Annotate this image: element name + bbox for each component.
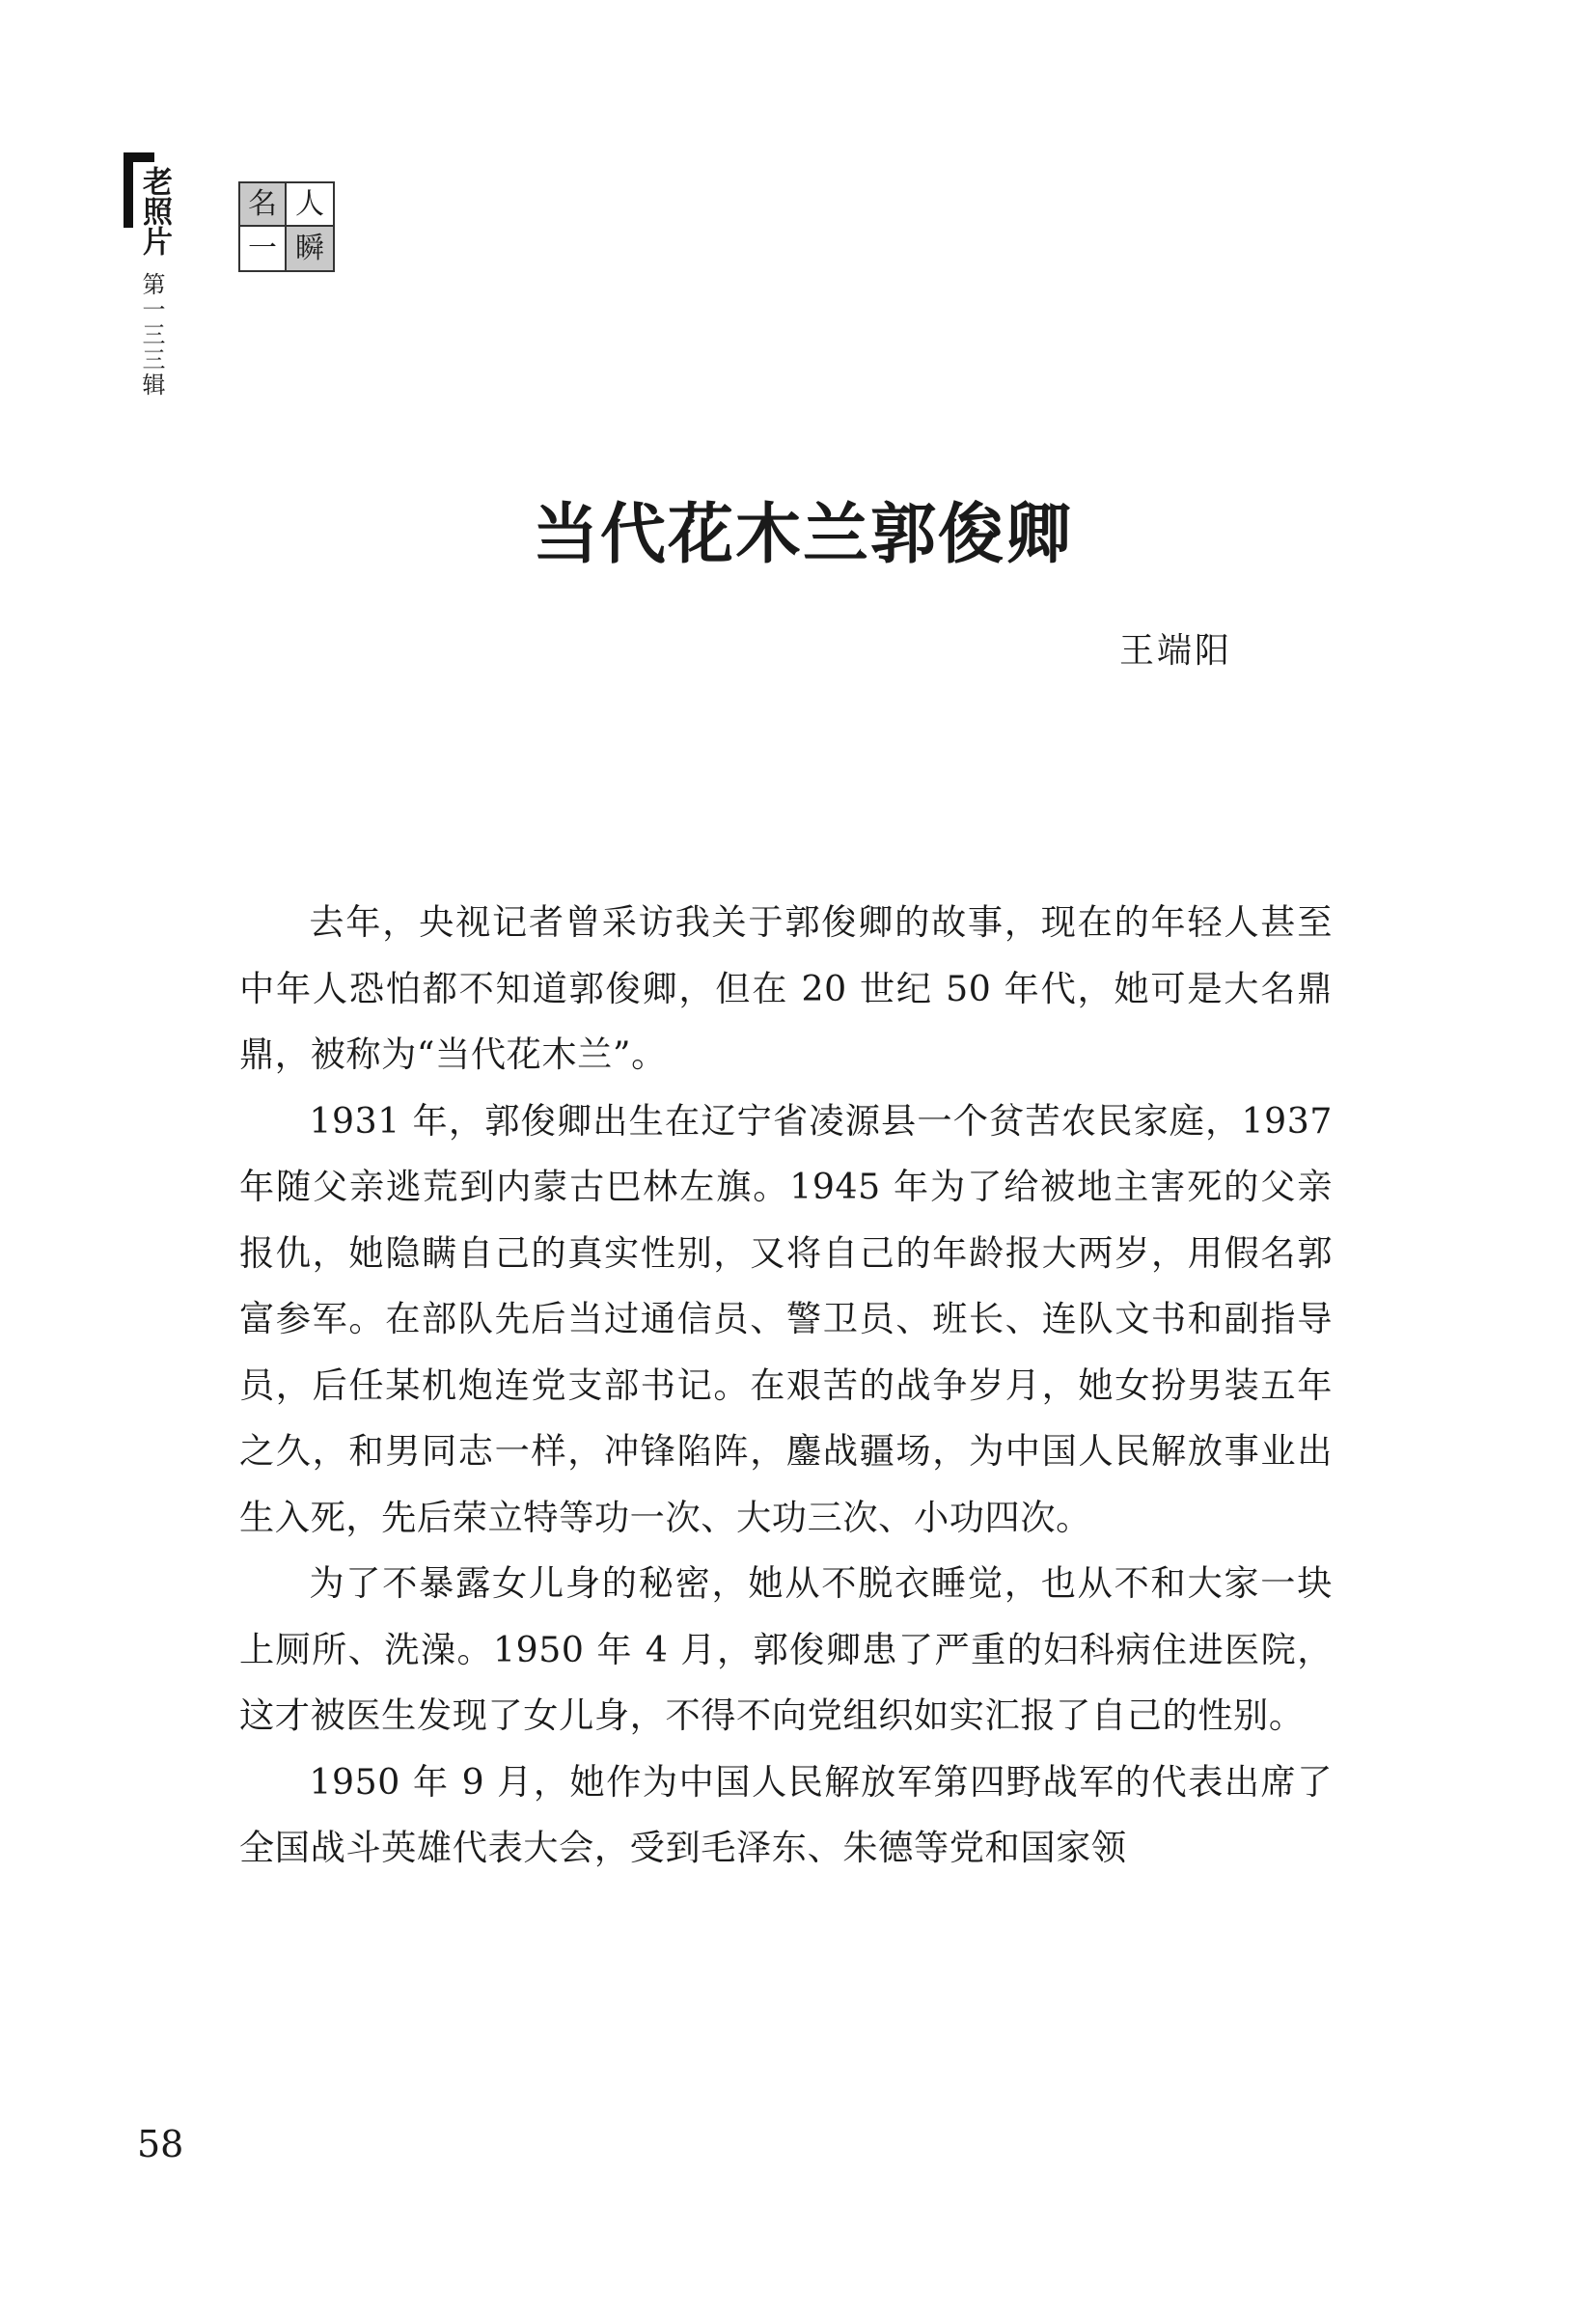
article-title: 当代花木兰郭俊卿 <box>532 496 1073 573</box>
article-paragraph: 1931 年，郭俊卿出生在辽宁省凌源县一个贫苦农民家庭，1937 年随父亲逃荒到内蒙古巴林左旗。1945 年为了给被地主害死的父亲报仇，她隐瞒自己的真实性别，又将自己的年龄报大两岁，用假名郭富参军。在部队先后当过通信员、警卫员、班长、连队文书和副指导员，后任某机炮连党支部书记。在艰苦的战争岁月，她女扮男装五年之久，和男同志一样，冲锋陷阵，鏖战疆场，为中国人民解放事业出生入死，先后荣立特等功一次、大功三次、小功四次。 <box>239 1099 1333 1538</box>
article-paragraph: 去年，央视记者曾采访我关于郭俊卿的故事，现在的年轻人甚至中年人恐怕都不知道郭俊卿，但在 20 世纪 50 年代，她可是大名鼎鼎，被称为“当代花木兰”。 <box>239 901 1333 1075</box>
column-badge-char: 瞬 <box>287 227 333 270</box>
series-corner-mark <box>124 152 133 228</box>
series-issue: 第一三三辑 <box>138 272 165 398</box>
series-title: 老照片 <box>137 166 172 256</box>
page-number: 58 <box>137 2123 184 2165</box>
article-body <box>239 890 1333 1882</box>
article-paragraph: 为了不暴露女儿身的秘密，她从不脱衣睡觉，也从不和大家一块上厕所、洗澡。1950 年 4 月，郭俊卿患了严重的妇科病住进医院，这才被医生发现了女儿身，不得不向党组织如实汇报了自己的性别。 <box>239 1562 1333 1736</box>
column-badge-char: 人 <box>287 183 333 227</box>
article-author: 王端阳 <box>1119 631 1233 671</box>
column-badge-char: 名 <box>240 183 287 227</box>
column-badge <box>238 181 335 272</box>
column-badge-char: 一 <box>240 227 287 270</box>
article-paragraph: 1950 年 9 月，她作为中国人民解放军第四野战军的代表出席了全国战斗英雄代表大会，受到毛泽东、朱德等党和国家领 <box>239 1760 1333 1868</box>
series-corner-mark-top <box>124 152 154 162</box>
